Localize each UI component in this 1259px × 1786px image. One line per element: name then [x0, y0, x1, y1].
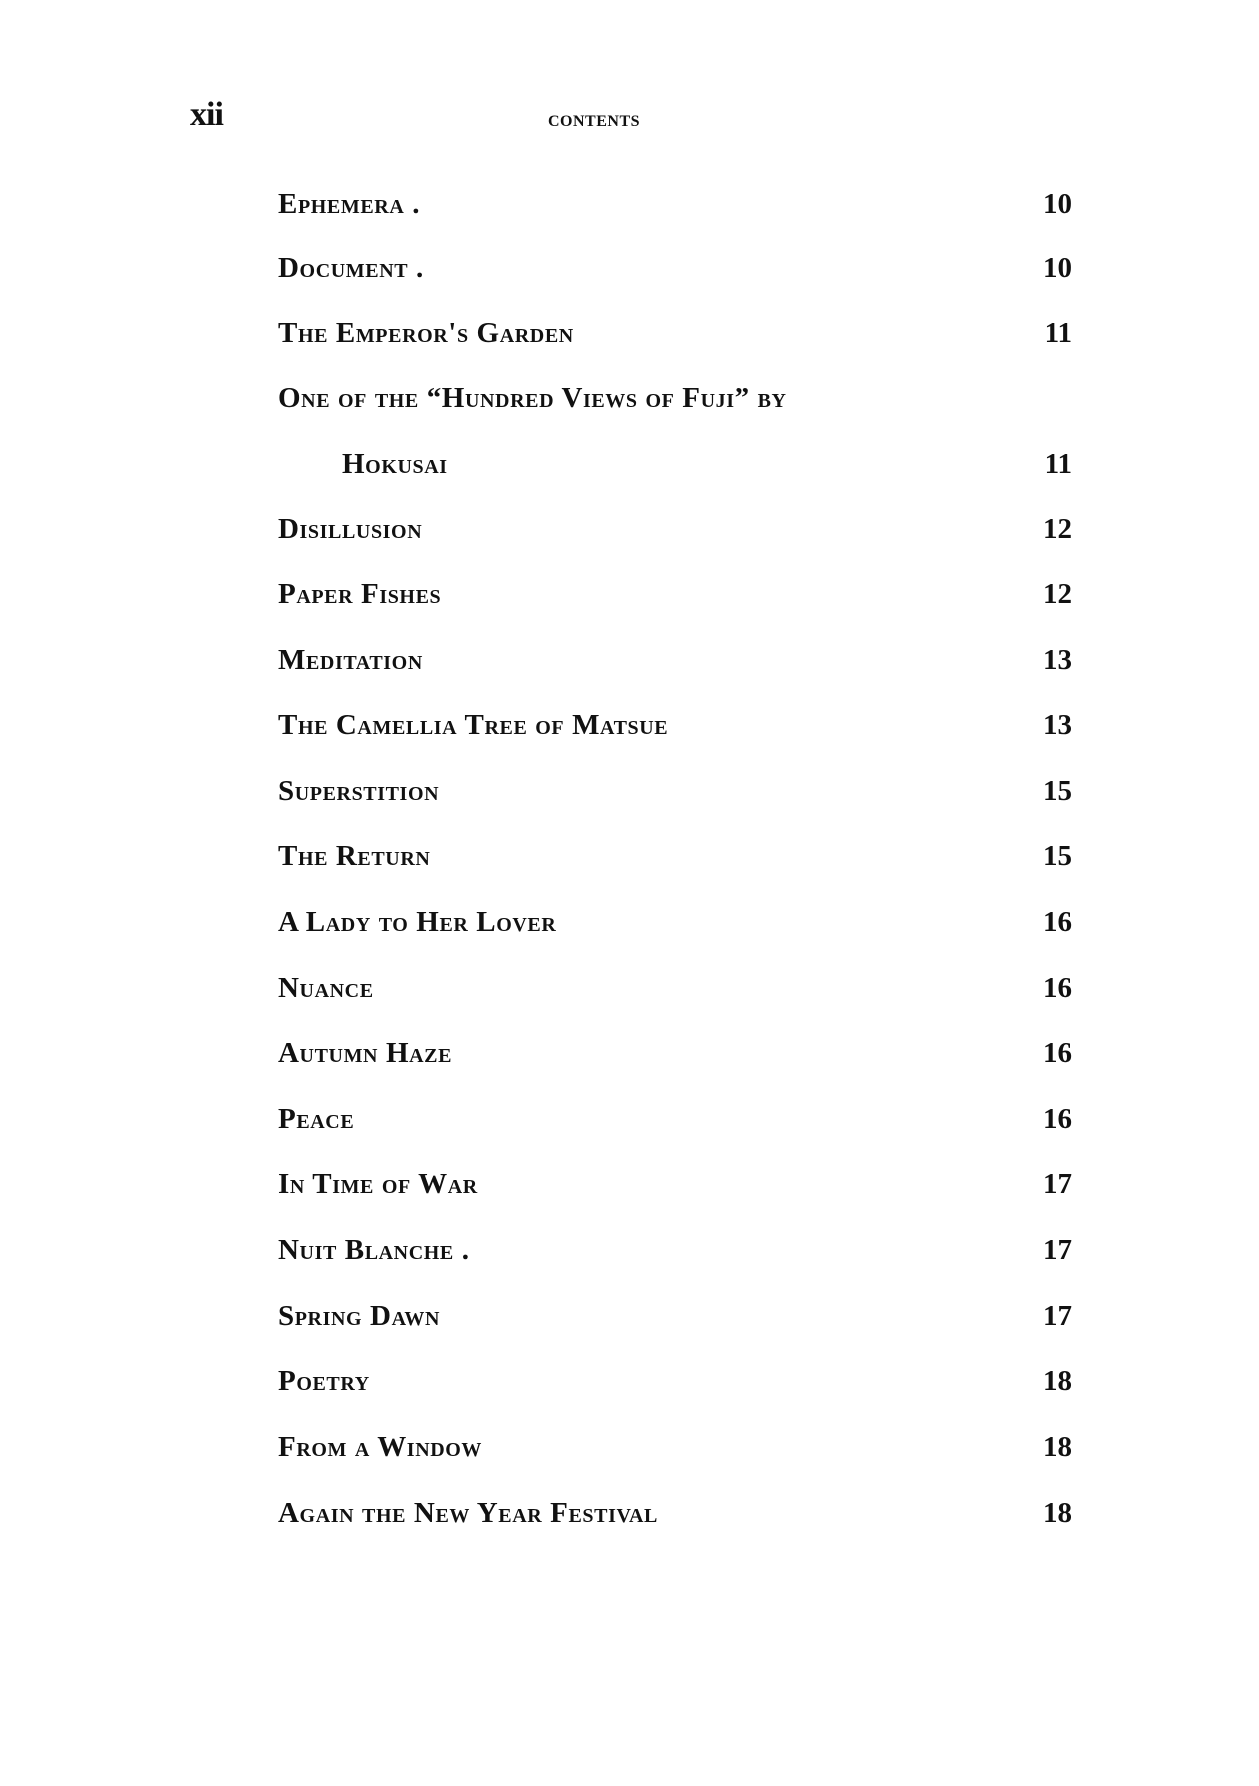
- entry-page: 16: [1043, 1103, 1072, 1135]
- running-head: contents: [548, 106, 641, 131]
- entry-page: 17: [1043, 1300, 1072, 1332]
- contents-entry-continuation: [0, 448, 1259, 492]
- entry-title: Ephemera .: [278, 188, 421, 220]
- entry-title: Poetry: [278, 1365, 370, 1397]
- entry-page: 16: [1043, 972, 1072, 1004]
- contents-entry: [0, 513, 1259, 557]
- entry-page: 12: [1043, 513, 1072, 545]
- contents-entry: [0, 1037, 1259, 1081]
- entry-title: The Return: [278, 840, 431, 872]
- entry-title: Peace: [278, 1103, 355, 1135]
- entry-page: 16: [1043, 906, 1072, 938]
- entry-page: 17: [1043, 1168, 1072, 1200]
- entry-page: 15: [1043, 840, 1072, 872]
- contents-entry: [0, 840, 1259, 884]
- entry-page: 11: [1044, 448, 1072, 480]
- contents-entry: [0, 709, 1259, 753]
- page-number: xii: [190, 96, 223, 133]
- contents-entry: [0, 972, 1259, 1016]
- entry-page: 12: [1043, 578, 1072, 610]
- contents-entry: [0, 252, 1259, 296]
- contents-entry: [0, 775, 1259, 819]
- entry-page: 13: [1043, 644, 1072, 676]
- entry-title: Superstition: [278, 775, 440, 807]
- contents-entry: [0, 906, 1259, 950]
- entry-title: Hokusai: [342, 448, 448, 480]
- contents-entry: [0, 578, 1259, 622]
- contents-entry: [0, 1300, 1259, 1344]
- entry-title: Nuance: [278, 972, 374, 1004]
- contents-entry: [0, 1431, 1259, 1475]
- contents-entry: [0, 1234, 1259, 1278]
- entry-title: Again the New Year Festival: [278, 1497, 658, 1529]
- entry-title: Paper Fishes: [278, 578, 442, 610]
- entry-page: 18: [1043, 1431, 1072, 1463]
- entry-page: 17: [1043, 1234, 1072, 1266]
- entry-title: From a Window: [278, 1431, 483, 1463]
- contents-entry: [0, 188, 1259, 232]
- entry-title: The Camellia Tree of Matsue: [278, 709, 669, 741]
- entry-title: Spring Dawn: [278, 1300, 441, 1332]
- contents-entry: [0, 1103, 1259, 1147]
- entry-page: 18: [1043, 1365, 1072, 1397]
- contents-entry: [0, 644, 1259, 688]
- entry-title: Disillusion: [278, 513, 423, 545]
- contents-entry: [0, 1365, 1259, 1409]
- entry-title: The Emperor's Garden: [278, 317, 574, 349]
- entry-title: A Lady to Her Lover: [278, 906, 557, 938]
- entry-page: 10: [1043, 252, 1072, 284]
- contents-entry: [0, 1168, 1259, 1212]
- entry-page: 10: [1043, 188, 1072, 220]
- entry-title: Nuit Blanche .: [278, 1234, 470, 1266]
- entry-page: 16: [1043, 1037, 1072, 1069]
- contents-entry: [0, 1497, 1259, 1541]
- contents-entry: [0, 382, 1259, 426]
- entry-title: Meditation: [278, 644, 423, 676]
- entry-title: Autumn Haze: [278, 1037, 453, 1069]
- entry-page: 18: [1043, 1497, 1072, 1529]
- entry-page: 13: [1043, 709, 1072, 741]
- entry-title: Document .: [278, 252, 424, 284]
- entry-page: 15: [1043, 775, 1072, 807]
- entry-title: One of the “Hundred Views of Fuji” by: [278, 382, 787, 414]
- contents-entry: [0, 317, 1259, 361]
- entry-page: 11: [1044, 317, 1072, 349]
- entry-title: In Time of War: [278, 1168, 478, 1200]
